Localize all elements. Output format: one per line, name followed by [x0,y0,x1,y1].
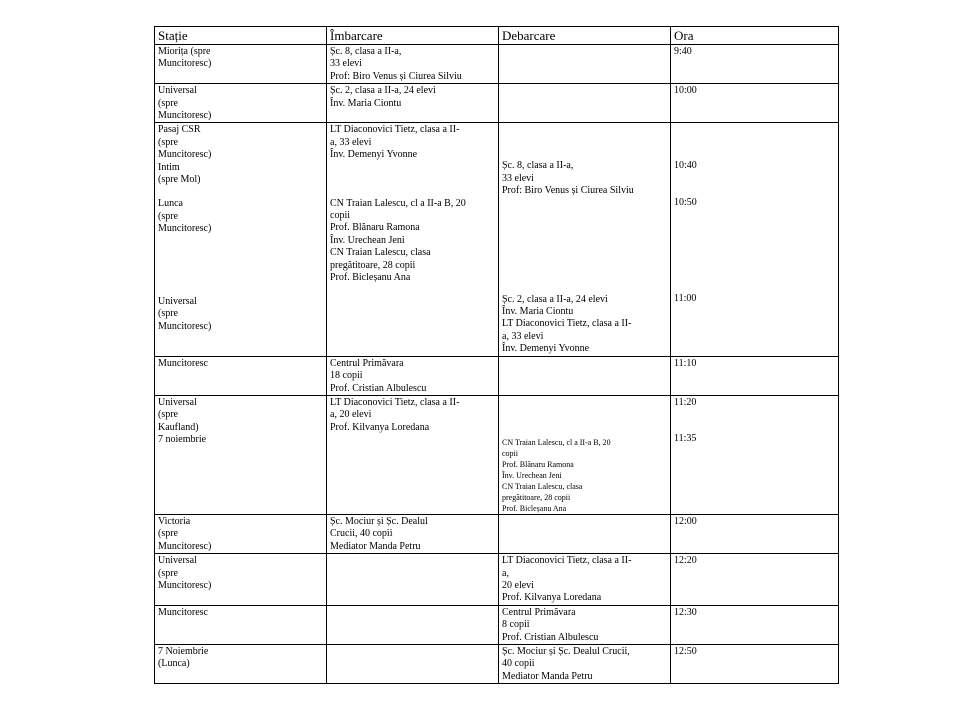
cell-line: 8 copii [502,619,530,631]
alighting-cell [499,356,671,395]
cell-line: 12:50 [674,645,697,657]
cell-line: Muncitoresc) [158,58,212,70]
cell-line: 10:40 [674,160,697,172]
station-cell [155,514,327,553]
station-cell [155,356,327,395]
alighting-cell [499,605,671,644]
cell-line [158,272,324,284]
cell-line [502,124,668,136]
cell-line: Lunca [158,198,183,210]
cell-line: Centrul Primăvara [502,606,576,618]
cell-line: Miorița (spre [158,46,211,57]
cell-line [674,136,836,148]
cell-line: (Lunca) [158,658,190,670]
spacer [502,409,668,421]
alighting-cell [499,514,671,553]
cell-line: (spre [158,210,178,222]
alighting-cell [499,554,671,606]
cell-line: Înv. Demenyi Yvonne [502,343,590,355]
cell-line: Centrul Primăvara [330,357,404,369]
cell-line: 40 copii [502,658,535,670]
cell-line: 7 Noiembrie [158,645,209,657]
time-cell [671,356,839,395]
cell-line [158,186,324,198]
alighting-cell [499,395,671,514]
cell-line: Muncitoresc [158,606,208,618]
cell-line: Universal [158,396,197,408]
cell-line: Prof. Kilvanya Loredana [502,592,602,604]
cell-line: 12:00 [674,515,697,527]
cell-line: a, 33 elevi [502,330,544,342]
alighting-cell [499,84,671,123]
table-row [155,45,839,84]
cell-line [674,173,836,185]
cell-line: Victoria [158,515,191,527]
cell-line: Prof. Cristian Albulescu [330,382,427,394]
cell-line: 18 copii [330,370,363,382]
station-cell [155,45,327,84]
cell-line: a, 20 elevi [330,409,372,421]
boarding-cell [327,395,499,514]
cell-line: Prof. Blănaru Ramona [502,459,574,469]
cell-line: CN Traian Lalescu, cl a II-a B, 20 [330,197,466,209]
cell-line [674,233,836,245]
time-cell [671,45,839,84]
cell-line [502,258,668,270]
cell-line [674,148,836,160]
cell-line [158,248,324,260]
time-cell [671,84,839,123]
cell-line: 11:20 [674,396,697,408]
alighting-cell [499,644,671,683]
cell-line: LT Diaconovici Tietz, clasa a II- [330,396,460,408]
alighting-cell [499,45,671,84]
time-cell [671,605,839,644]
schedule-table [154,26,839,684]
station-cell [155,605,327,644]
cell-line: a, 33 elevi [330,136,372,148]
cell-line: (spre [158,409,178,421]
cell-line [674,257,836,269]
station-cell [155,395,327,514]
cell-line: Mediator Manda Petru [330,540,421,552]
cell-line: Muncitoresc) [158,579,212,591]
cell-line: LT Diaconovici Tietz, clasa a II- [502,318,632,330]
boarding-cell [327,644,499,683]
cell-line: 20 elevi [502,579,534,591]
cell-line: Muncitoresc) [158,540,212,552]
cell-line: Muncitoresc) [158,320,212,332]
cell-line [674,421,836,433]
cell-line [502,234,668,246]
cell-line: LT Diaconovici Tietz, clasa a II- [330,124,460,136]
cell-line: Înv. Maria Ciontu [502,306,574,318]
station-cell [155,644,327,683]
cell-line: Prof. Bicleșanu Ana [330,272,411,284]
header-alighting: Debarcare [499,27,671,45]
cell-line [330,162,496,174]
cell-line: Prof. Bicleșanu Ana [502,503,567,513]
station-cell [155,554,327,606]
cell-line [674,281,836,293]
cell-line: 12:30 [674,606,697,618]
header-boarding: Îmbarcare [327,27,499,45]
cell-line [674,269,836,281]
cell-line [330,186,496,198]
cell-line [674,124,836,136]
cell-line: Kaufland) [158,421,199,433]
cell-line: Muncitoresc) [158,223,212,235]
cell-line: Șc. Mociur și Șc. Dealul [330,515,428,527]
cell-line [674,409,836,421]
table-row [155,356,839,395]
boarding-cell [327,514,499,553]
cell-line [502,198,668,210]
cell-line [502,246,668,258]
spacer [502,397,668,409]
cell-line: CN Traian Lalescu, clasa [330,247,431,259]
cell-line: 10:50 [674,196,697,208]
cell-line [502,222,668,234]
station-cell [155,84,327,123]
boarding-cell [327,123,499,356]
schedule-body [155,45,839,684]
cell-line [502,210,668,222]
cell-line [674,245,836,257]
time-cell [671,644,839,683]
header-station: Stație [155,27,327,45]
cell-line [502,270,668,282]
boarding-cell [327,356,499,395]
cell-line [330,174,496,186]
cell-line: (spre [158,308,178,320]
cell-line [158,260,324,272]
cell-line: pregătitoare, 28 copii [502,492,571,502]
cell-line: Prof. Kilvanya Loredana [330,421,430,433]
cell-line: (spre [158,567,178,579]
cell-line [502,148,668,160]
cell-line: Șc. 8, clasa a II-a, [502,160,574,172]
cell-line: Prof. Cristian Albulescu [502,631,599,643]
cell-line: a, [502,567,509,579]
cell-line: (spre Mol) [158,174,201,186]
station-cell [155,123,327,356]
cell-line: 7 noiembrie [158,434,207,446]
cell-line: Înv. Urechean Jeni [330,234,405,246]
header-time: Ora [671,27,839,45]
cell-line: 33 elevi [502,172,534,184]
cell-line: 10:00 [674,85,697,97]
cell-line: Șc. Mociur și Șc. Dealul Crucii, [502,645,630,657]
cell-line [158,236,324,248]
cell-line: Muncitoresc) [158,149,212,161]
alighting-cell [499,123,671,356]
time-cell [671,123,839,356]
header-row [155,27,839,45]
table-row [155,605,839,644]
cell-line [674,185,836,197]
cell-line: LT Diaconovici Tietz, clasa a II- [502,555,632,567]
boarding-cell [327,45,499,84]
cell-line: Înv. Urechean Jeni [502,470,562,480]
table-row [155,395,839,514]
spacer [502,421,668,433]
cell-line [158,284,324,296]
cell-line: Înv. Demenyi Yvonne [330,149,418,161]
cell-line: pregătitoare, 28 copii [330,259,416,271]
cell-line: (spre [158,528,178,540]
cell-line: Crucii, 40 copii [330,528,393,540]
cell-line: Universal [158,295,197,307]
table-row [155,554,839,606]
cell-line: Prof: Biro Venus și Ciurea Silviu [502,185,634,197]
cell-line: copii [330,210,350,222]
cell-line: Pasaj CSR [158,124,201,136]
time-cell [671,395,839,514]
cell-line: Muncitoresc) [158,110,212,122]
cell-line: 11:35 [674,433,697,445]
table-row [155,644,839,683]
cell-line: Șc. 2, clasa a II-a, 24 elevi [330,85,436,97]
cell-line: (spre [158,97,178,109]
cell-line: Universal [158,555,197,567]
time-cell [671,554,839,606]
cell-line: CN Traian Lalescu, clasa [502,481,583,491]
table-row [155,514,839,553]
table-row [155,84,839,123]
cell-line [674,221,836,233]
cell-line: 11:10 [674,357,697,369]
cell-line: Șc. 8, clasa a II-a, [330,46,402,57]
cell-line: 12:20 [674,555,697,567]
cell-line: Prof. Blănaru Ramona [330,222,420,234]
cell-line: 9:40 [674,46,692,57]
cell-line: Universal [158,85,197,97]
cell-line: Intim [158,161,180,173]
boarding-cell [327,84,499,123]
cell-line [502,282,668,294]
cell-line: Muncitoresc [158,357,208,369]
boarding-cell [327,554,499,606]
cell-line: CN Traian Lalescu, cl a II-a B, 20 [502,437,611,447]
cell-line: (spre [158,136,178,148]
boarding-cell [327,605,499,644]
cell-line [502,136,668,148]
cell-line: 11:00 [674,293,697,305]
cell-line: Înv. Maria Ciontu [330,97,402,109]
cell-line: Prof: Biro Venus și Ciurea Silviu [330,70,462,82]
cell-line: Șc. 2, clasa a II-a, 24 elevi [502,293,608,305]
cell-line [674,209,836,221]
cell-line: copii [502,448,518,458]
cell-line: 33 elevi [330,58,362,70]
table-row [155,123,839,356]
cell-line: Mediator Manda Petru [502,670,593,682]
time-cell [671,514,839,553]
